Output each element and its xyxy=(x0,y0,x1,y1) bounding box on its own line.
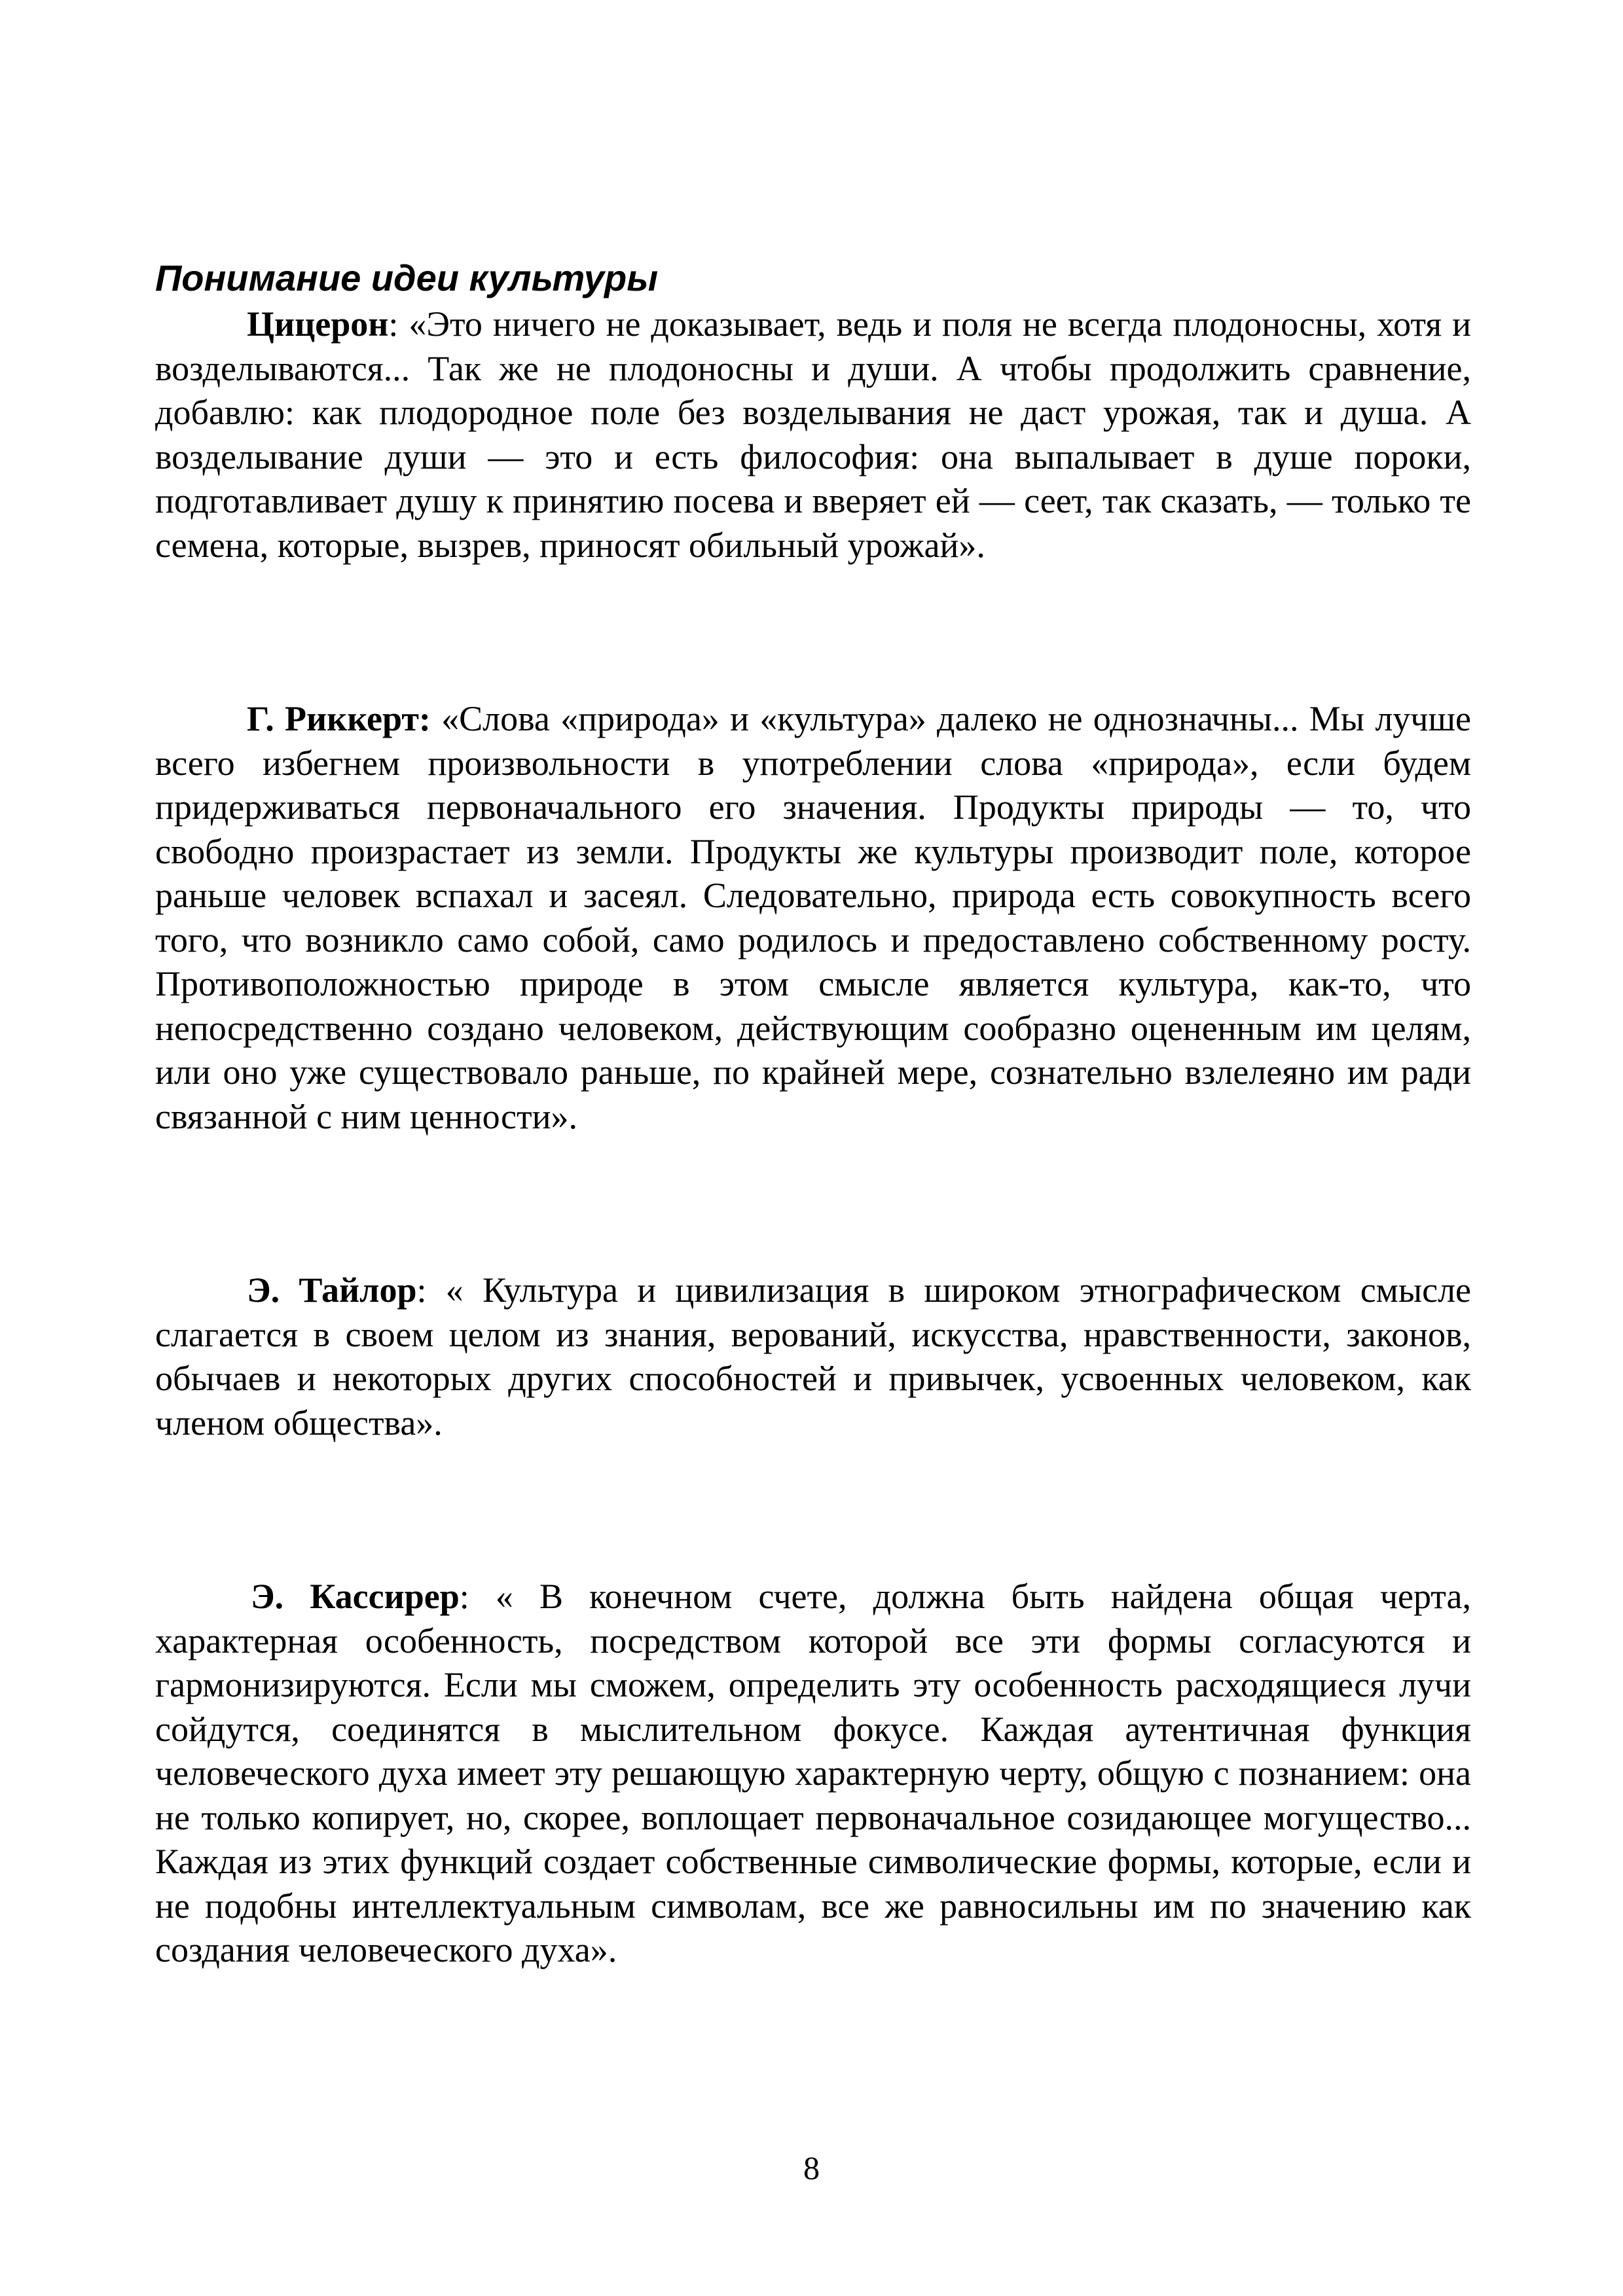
quote-author: Цицерон xyxy=(247,304,389,344)
quote-cicero xyxy=(155,302,1471,567)
quote-author: Э. Кассирер xyxy=(251,1577,460,1616)
quote-text: « Культура и цивилизация в широком этнографическом смысле слагается в своем целом из знания, верований, искусства, нравственности, законов, обычаев и некоторых других способностей и привычек, усвоенных человеком, как членом общества». xyxy=(155,1270,1471,1443)
quote-text: «Слова «природа» и «культура» далеко не однозначны... Мы лучше всего избегнем произвольности в употреблении слова «природа», если будем придерживаться первоначального его значения. Продукты природы — то, что свободно произрастает из земли. Продукты же культуры производит поле, которое раньше человек вспахал и засеял. Следовательно, природа есть совокупность всего того, что возникло само собой, само родилось и предоставлено собственному росту. Противоположностью природе в этом смысле является культура, как-то, что непосредственно создано человеком, действующим сообразно оцененным им целям, или оно уже существовало раньше, по крайней мере, сознательно взлелеяно им ради связанной с ним ценности». xyxy=(155,699,1471,1136)
quote-separator: : xyxy=(459,1577,469,1616)
quote-author: Г. Риккерт: xyxy=(247,699,431,738)
section-heading: Понимание идеи культуры xyxy=(155,257,659,298)
quote-rickert xyxy=(155,697,1471,1139)
quote-text: «Это ничего не доказывает, ведь и поля не всегда плодоносны, хотя и возделываются... Так же не плодоносны и души. А чтобы продолжить сравнение, добавлю: как плодородное поле без возделывания не даст урожая, так и душа. А возделывание души — это и есть философия: она выпалывает в душе пороки, подготавливает душу к принятию посева и вверяет ей — сеет, так сказать, — только те семена, которые, вызрев, приносят обильный урожай». xyxy=(155,304,1471,565)
quote-separator: : xyxy=(388,304,399,344)
document-page xyxy=(155,255,1471,1973)
quote-text: « В конечном счете, должна быть найдена общая черта, характерная особенность, посредством которой все эти формы согласуются и гармонизируются. Если мы сможем, определить эту особенность расходящиеся лучи сойдутся, соединятся в мыслительном фокусе. Каждая аутентичная функция человеческого духа имеет эту решающую характерную черту, общую с познанием: она не только копирует, но, скорее, воплощает первоначальное созидающее могущество... Каждая из этих функций создает собственные символические формы, которые, если и не подобны интеллектуальным символам, все же равносильны им по значению как создания человеческого духа». xyxy=(155,1577,1471,1969)
quote-tylor xyxy=(155,1268,1471,1445)
quote-author: Э. Тайлор xyxy=(247,1270,417,1310)
quote-cassirer xyxy=(155,1575,1471,1973)
quote-separator: : xyxy=(416,1270,427,1310)
page-number: 8 xyxy=(803,2149,820,2186)
